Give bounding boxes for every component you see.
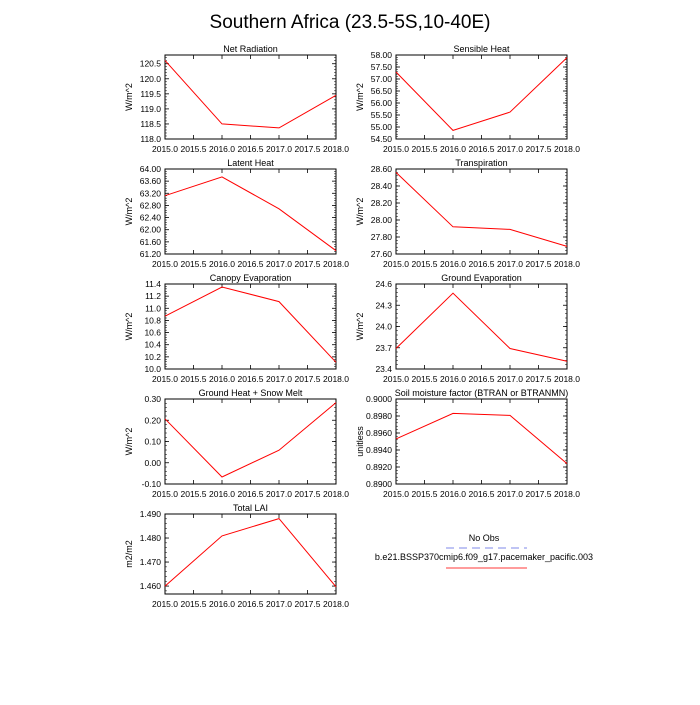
x-tick-label: 2015.5 [181,259,207,269]
y-tick-label: 0.20 [144,415,161,425]
y-tick-label: 118.0 [140,134,161,144]
x-tick-label: 2018.0 [554,259,580,269]
y-tick-label: 11.0 [145,303,161,313]
x-tick-label: 2016.5 [469,259,495,269]
x-tick-label: 2017.5 [295,259,321,269]
x-tick-label: 2017.0 [266,259,292,269]
x-tick-label: 2017.0 [266,599,292,609]
plot-frame [165,514,336,594]
y-tick-label: 0.9000 [366,394,392,404]
y-tick-label: 0.8940 [366,445,392,455]
panel-net-radiation [124,44,349,154]
x-tick-label: 2015.5 [181,489,207,499]
panels [124,44,580,609]
x-tick-label: 2018.0 [323,374,349,384]
plot-frame [396,55,567,139]
series-line [165,177,336,251]
y-tick-label: 120.5 [140,59,162,69]
y-tick-label: 28.20 [371,198,393,208]
y-axis-label: W/m^2 [355,313,365,341]
y-tick-label: -0.10 [142,479,162,489]
y-tick-label: 1.460 [140,581,162,591]
y-tick-label: 0.30 [144,394,161,404]
x-tick-label: 2017.5 [295,144,321,154]
panel-title: Soil moisture factor (BTRAN or BTRANMN) [395,388,569,398]
y-tick-label: 24.6 [375,279,392,289]
panel-title: Latent Heat [227,158,274,168]
x-tick-label: 2015.5 [181,599,207,609]
x-tick-label: 2017.5 [295,374,321,384]
y-tick-label: 57.50 [371,62,393,72]
x-tick-label: 2017.5 [526,144,552,154]
plot-frame [396,284,567,369]
series-line [396,293,567,361]
x-tick-label: 2015.0 [152,489,178,499]
plot-frame [165,169,336,254]
y-axis-label: W/m^2 [124,198,134,226]
y-axis-label: W/m^2 [355,83,365,111]
y-tick-label: 0.00 [144,458,161,468]
y-tick-label: 63.20 [140,188,162,198]
x-tick-label: 2016.0 [440,259,466,269]
y-tick-label: 10.4 [144,340,161,350]
x-tick-label: 2016.0 [209,144,235,154]
x-tick-label: 2016.5 [238,599,264,609]
y-tick-label: 23.4 [375,364,392,374]
y-tick-label: 11.2 [145,291,161,301]
y-tick-label: 61.20 [140,249,162,259]
y-tick-label: 24.0 [375,322,392,332]
x-tick-label: 2016.5 [469,489,495,499]
x-tick-label: 2015.0 [152,374,178,384]
x-tick-label: 2017.0 [497,259,523,269]
x-tick-label: 2017.5 [526,374,552,384]
y-tick-label: 0.10 [144,437,161,447]
x-tick-label: 2017.0 [497,144,523,154]
plot-frame [165,399,336,484]
x-tick-label: 2016.5 [238,489,264,499]
x-tick-label: 2015.5 [412,489,438,499]
y-tick-label: 1.480 [140,533,162,543]
y-tick-label: 10.2 [144,352,161,362]
x-tick-label: 2015.0 [383,144,409,154]
series-line [396,58,567,131]
y-tick-label: 57.00 [371,74,393,84]
x-tick-label: 2016.5 [469,374,495,384]
x-tick-label: 2016.0 [209,599,235,609]
x-tick-label: 2015.5 [181,374,207,384]
y-tick-label: 56.00 [371,98,393,108]
y-tick-label: 119.5 [140,89,161,99]
x-tick-label: 2017.0 [497,374,523,384]
x-tick-label: 2015.5 [412,374,438,384]
y-tick-label: 62.40 [140,213,162,223]
x-tick-label: 2015.0 [152,259,178,269]
plot-frame [396,169,567,254]
y-axis-label: m2/m2 [124,540,134,568]
y-tick-label: 10.6 [144,328,161,338]
plot-frame [165,284,336,369]
x-tick-label: 2016.0 [209,489,235,499]
y-tick-label: 11.4 [145,279,161,289]
series-line [165,287,336,362]
y-tick-label: 55.50 [371,110,393,120]
x-tick-label: 2016.0 [440,374,466,384]
x-tick-label: 2015.0 [383,259,409,269]
series-line [165,60,336,128]
x-tick-label: 2016.0 [440,144,466,154]
x-tick-label: 2017.5 [295,599,321,609]
y-tick-label: 119.0 [140,104,161,114]
x-tick-label: 2015.0 [152,599,178,609]
y-tick-label: 56.50 [371,86,393,96]
y-tick-label: 1.470 [140,557,162,567]
panel-title: Canopy Evaporation [210,273,292,283]
x-tick-label: 2015.5 [412,144,438,154]
y-tick-label: 24.3 [375,300,392,310]
panel-canopy-evaporation [124,273,349,384]
x-tick-label: 2016.0 [440,489,466,499]
x-tick-label: 2015.5 [412,259,438,269]
y-tick-label: 54.50 [371,134,393,144]
y-tick-label: 0.8920 [366,462,392,472]
panel-ground-evaporation [355,273,580,384]
x-tick-label: 2018.0 [323,259,349,269]
y-axis-label: W/m^2 [355,198,365,226]
y-axis-label: W/m^2 [124,83,134,111]
x-tick-label: 2015.0 [383,374,409,384]
series-line [396,413,567,463]
y-tick-label: 118.5 [140,119,161,129]
series-line [165,519,336,587]
x-tick-label: 2018.0 [554,144,580,154]
y-tick-label: 64.00 [140,164,162,174]
series-line [165,403,336,477]
x-tick-label: 2015.0 [383,489,409,499]
y-axis-label: W/m^2 [124,428,134,456]
y-axis-label: unitless [355,426,365,457]
x-tick-label: 2018.0 [554,374,580,384]
y-tick-label: 120.0 [140,74,162,84]
y-tick-label: 0.8980 [366,411,392,421]
figure-title: Southern Africa (23.5-5S,10-40E) [210,12,491,33]
x-tick-label: 2017.0 [497,489,523,499]
panel-latent-heat [124,158,349,269]
x-tick-label: 2018.0 [323,489,349,499]
y-tick-label: 23.7 [375,343,392,353]
y-tick-label: 28.40 [371,181,393,191]
legend [375,533,593,568]
y-tick-label: 62.00 [140,225,162,235]
panel-title: Net Radiation [223,44,278,54]
x-tick-label: 2016.5 [238,144,264,154]
y-tick-label: 28.60 [371,164,393,174]
x-tick-label: 2016.5 [469,144,495,154]
x-tick-label: 2017.0 [266,489,292,499]
y-tick-label: 10.0 [144,364,161,374]
x-tick-label: 2017.0 [266,374,292,384]
x-tick-label: 2018.0 [554,489,580,499]
x-tick-label: 2016.5 [238,374,264,384]
x-tick-label: 2015.5 [181,144,207,154]
x-tick-label: 2018.0 [323,144,349,154]
y-tick-label: 63.60 [140,176,162,186]
x-tick-label: 2016.0 [209,259,235,269]
x-tick-label: 2017.5 [295,489,321,499]
panel-soil-moisture-factor-btran-or-btranmn- [355,388,580,499]
y-tick-label: 10.8 [144,315,161,325]
x-tick-label: 2017.0 [266,144,292,154]
legend-label-no-obs: No Obs [469,533,500,543]
y-tick-label: 0.8960 [366,428,392,438]
y-axis-label: W/m^2 [124,313,134,341]
y-tick-label: 55.00 [371,122,393,132]
x-tick-label: 2017.5 [526,259,552,269]
panel-total-lai [124,503,349,609]
x-tick-label: 2015.0 [152,144,178,154]
x-tick-label: 2016.0 [209,374,235,384]
y-tick-label: 1.490 [140,509,162,519]
panel-transpiration [355,158,580,269]
y-tick-label: 62.80 [140,200,162,210]
panel-ground-heat-snow-melt [124,388,349,499]
y-tick-label: 58.00 [371,50,393,60]
panel-title: Ground Heat + Snow Melt [199,388,303,398]
x-tick-label: 2018.0 [323,599,349,609]
panel-title: Total LAI [233,503,268,513]
x-tick-label: 2016.5 [238,259,264,269]
legend-label-case: b.e21.BSSP370cmip6.f09_g17.pacemaker_pacific.003 [375,552,593,562]
series-line [396,172,567,246]
panel-title: Ground Evaporation [441,273,522,283]
y-tick-label: 27.60 [371,249,393,259]
panel-title: Sensible Heat [453,44,510,54]
panel-title: Transpiration [455,158,507,168]
y-tick-label: 27.80 [371,232,393,242]
x-tick-label: 2017.5 [526,489,552,499]
y-tick-label: 28.00 [371,215,393,225]
y-tick-label: 0.8900 [366,479,392,489]
y-tick-label: 61.60 [140,237,162,247]
panel-sensible-heat [355,44,580,154]
